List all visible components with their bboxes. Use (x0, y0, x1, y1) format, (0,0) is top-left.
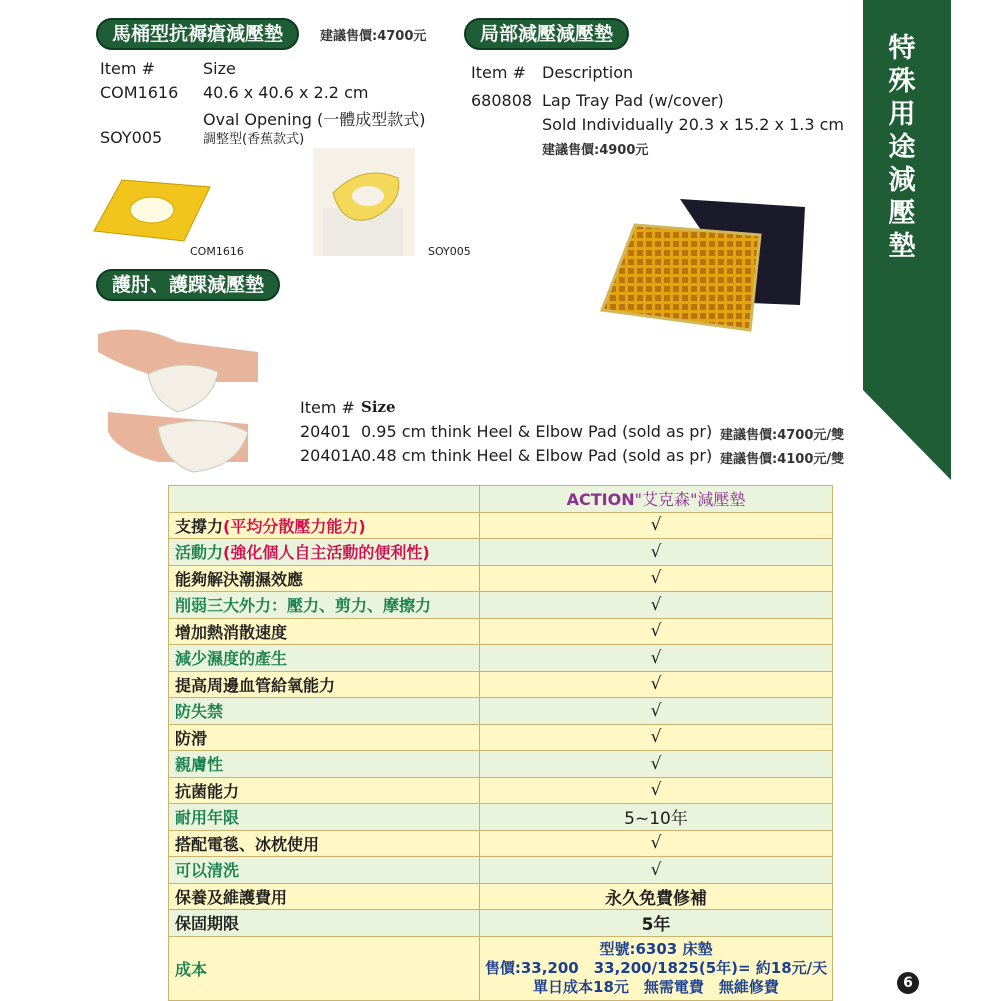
cost-details (480, 936, 833, 1000)
feature-value: √ (480, 539, 833, 566)
brand-name: "艾克森"減壓墊 (634, 490, 746, 510)
feature-label: 親膚性 (169, 751, 480, 778)
table-row (169, 857, 833, 884)
table-row-cost (169, 936, 833, 1000)
feature-label: 防失禁 (169, 698, 480, 725)
item-size: Oval Opening (一體成型款式) (203, 110, 426, 129)
table-row (169, 645, 833, 672)
heel-pad-price: 建議售價:4100元/雙 (720, 452, 845, 467)
lap-tray-pad-image (600, 195, 810, 335)
section-title-toilet-cushion: 馬桶型抗褥瘡減壓墊 (96, 18, 299, 50)
table-row (169, 804, 833, 831)
item-code: 680808 (471, 91, 533, 110)
item-code: SOY005 (100, 128, 163, 147)
section-title-local-pad: 局部減壓減壓墊 (464, 18, 629, 50)
table-row (169, 910, 833, 937)
feature-value: √ (480, 671, 833, 698)
feature-label: 活動力 (175, 543, 224, 563)
com1616-caption: COM1616 (190, 245, 244, 258)
item-description: Lap Tray Pad (w/cover) (542, 91, 724, 110)
col-header-item: Item # (300, 398, 355, 417)
table-header-row (169, 486, 833, 513)
feature-value: √ (480, 777, 833, 804)
cost-line: 單日成本18元 無需電費 無維修費 (533, 977, 779, 996)
col-header-item: Item # (471, 63, 526, 82)
feature-value: √ (480, 857, 833, 884)
feature-value: √ (480, 645, 833, 672)
table-row (169, 565, 833, 592)
table-row (169, 618, 833, 645)
page-number: 6 (897, 972, 919, 994)
table-row (169, 751, 833, 778)
col-header-size: Size (203, 59, 236, 78)
item-description: 0.48 cm think Heel & Elbow Pad (sold as pr) (361, 446, 713, 465)
feature-note: (平均分散壓力能力) (223, 516, 366, 536)
feature-value: 永久免費修補 (480, 883, 833, 910)
item-description: Sold Individually 20.3 x 15.2 x 1.3 cm (542, 115, 844, 134)
heel-elbow-pad-image (98, 312, 258, 477)
feature-label: 可以清洗 (169, 857, 480, 884)
feature-value: √ (480, 512, 833, 539)
feature-value: √ (480, 698, 833, 725)
feature-label: 增加熱消散速度 (169, 618, 480, 645)
toilet-cushion-price: 建議售價:4700元 (320, 29, 427, 44)
feature-label: 能夠解決潮濕效應 (169, 565, 480, 592)
feature-value: 5年 (480, 910, 833, 937)
soy005-cushion-image (313, 148, 415, 256)
table-header-brand (480, 486, 833, 513)
cost-line: 售價:33,200 33,200/1825(5年)= 約18元/天 (484, 958, 828, 977)
item-description: 0.95 cm think Heel & Elbow Pad (sold as pr) (361, 422, 713, 441)
item-code: 20401 (300, 422, 351, 441)
feature-value: √ (480, 724, 833, 751)
cost-label: 成本 (169, 936, 480, 1000)
feature-label: 防滑 (169, 724, 480, 751)
lap-tray-price: 建議售價:4900元 (542, 143, 649, 158)
table-row (169, 698, 833, 725)
soy005-caption: SOY005 (428, 245, 471, 258)
table-row (169, 777, 833, 804)
feature-label: 保固期限 (169, 910, 480, 937)
feature-label: 搭配電毯、冰枕使用 (169, 830, 480, 857)
feature-label: 耐用年限 (169, 804, 480, 831)
col-header-item: Item # (100, 59, 155, 78)
feature-value: √ (480, 830, 833, 857)
com1616-cushion-image (92, 175, 212, 245)
cost-line: 型號:6303 床墊 (599, 939, 713, 958)
feature-note: (強化個人自主活動的便利性) (223, 543, 430, 563)
feature-value: √ (480, 592, 833, 619)
feature-value: √ (480, 565, 833, 592)
item-size: 40.6 x 40.6 x 2.2 cm (203, 83, 369, 102)
feature-value: √ (480, 618, 833, 645)
feature-value: 5~10年 (480, 804, 833, 831)
section-title-heel-elbow-pad: 護肘、護踝減壓墊 (96, 269, 280, 301)
feature-label: 保養及維護費用 (169, 883, 480, 910)
table-row (169, 883, 833, 910)
item-code: 20401A (300, 446, 362, 465)
side-banner-text: 特殊用途減壓墊 (888, 33, 916, 262)
item-size: 調整型(香蕉款式) (203, 132, 305, 147)
table-header-empty (169, 486, 480, 513)
col-header-size: Size (361, 398, 396, 416)
feature-value: √ (480, 751, 833, 778)
action-brand: ACTION (566, 490, 635, 510)
table-row (169, 539, 833, 566)
table-row (169, 592, 833, 619)
comparison-table (168, 485, 833, 1001)
feature-label: 抗菌能力 (169, 777, 480, 804)
table-row (169, 724, 833, 751)
item-code: COM1616 (100, 83, 179, 102)
feature-label: 支撐力 (175, 516, 224, 536)
table-row (169, 671, 833, 698)
heel-pad-price: 建議售價:4700元/雙 (720, 428, 845, 443)
feature-label: 削弱三大外力：壓力、剪力、摩擦力 (169, 592, 480, 619)
feature-label: 提高周邊血管給氧能力 (169, 671, 480, 698)
table-row (169, 830, 833, 857)
col-header-description: Description (542, 63, 634, 82)
feature-label: 減少濕度的產生 (169, 645, 480, 672)
table-row (169, 512, 833, 539)
